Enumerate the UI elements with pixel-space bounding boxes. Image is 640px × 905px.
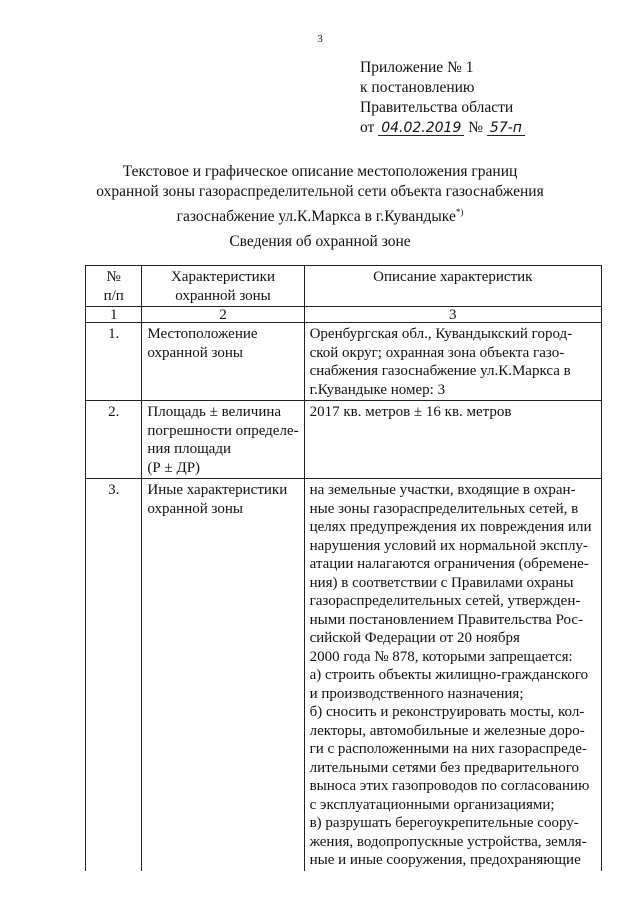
text-line: погрешности определе- [147,422,299,439]
row-characteristic [142,323,304,401]
text-line: ния площади [147,441,231,457]
text-line: ные и иные сооружения, предохраняющие [309,852,581,868]
text-line: б) сносить и реконструировать мосты, кол- [309,704,585,720]
text-line: ния) в соответствии с Правилами охраны [309,574,574,591]
column-number: 1 [86,307,142,323]
text-line: а) строить объекты жилищно-гражданского [309,667,589,683]
row-number: 2. [86,401,142,479]
table-row [86,323,602,401]
table-header-row [86,266,602,307]
title-line-3-text: газоснабжение ул.К.Маркса в г.Кувандыке [176,208,456,226]
text-line: ги с расположенными на них газораспреде- [309,741,587,757]
row-description [304,401,601,479]
row-characteristic [142,401,304,479]
text-line: с эксплуатационными организациями; [309,796,555,813]
appendix-line-2: к постановлению [360,79,475,96]
table-row [86,401,602,479]
appendix-date-line [360,118,525,138]
header-characteristic [142,266,304,307]
text-line: охранной зоны [147,500,243,517]
text-line: снабжения газоснабжение ул.К.Маркса в [309,363,571,379]
text-line: атации налагаются ограничения (обремене- [309,556,589,572]
text-line: ные зоны газораспределительных сетей, в [309,500,579,517]
row-description [304,323,601,401]
text-line: Оренбургская обл., Кувандыкский город- [309,326,573,342]
table-row [86,479,602,871]
text-line: Местоположение [147,326,258,342]
column-number-row [86,307,602,323]
column-number: 2 [142,307,304,323]
text-line: в) разрушать берегоукрепительные соору- [309,815,579,831]
text-line: сийской Федерации от 20 ноября [309,630,520,646]
text-line: Иные характеристики [147,482,288,498]
text-line: (Р ± ДР) [147,459,201,476]
appendix-line-3: Правительства области [360,99,514,116]
title-line-1: Текстовое и графическое описание местоположения границ [122,163,518,180]
text-line: лекторы, автомобильные и железные доро- [309,722,585,739]
number-prefix: № [468,119,484,136]
text-line: Площадь ± величина [147,404,282,420]
row-description [304,479,601,871]
handwritten-date: 04.02.2019 [378,121,464,136]
appendix-block [360,58,525,138]
header-description: Описание характеристик [304,266,601,307]
header-number-line-1: № [106,269,121,285]
header-number [86,266,142,307]
text-line: ской округ; охранная зона объекта газо- [309,344,565,361]
text-line: выноса этих газопроводов по согласованию [309,778,590,794]
from-prefix: от [360,119,375,136]
text-line: нарушения условий их нормальной эксплу- [309,537,588,554]
text-line: жения, водопропускные устройства, земля- [309,833,587,850]
text-line: охранной зоны [147,344,243,361]
title-line-2: охранной зоны газораспределительной сети объекта газоснабжения [96,183,544,200]
text-line: 2017 кв. метров ± 16 кв. метров [309,404,512,420]
footnote-mark: *) [455,207,464,217]
text-line: газораспределительных сетей, утвержден- [309,593,581,609]
header-characteristic-line-2: охранной зоны [175,287,271,304]
document-title [60,162,580,227]
row-number: 3. [86,479,142,871]
text-line: ными постановлением Правительства Рос- [309,611,584,628]
text-line: 2000 года № 878, которыми запрещается: [309,648,573,665]
row-number: 1. [86,323,142,401]
section-subtitle: Сведения об охранной зоне [229,233,411,250]
appendix-line-1: Приложение № 1 [360,59,474,76]
text-line: г.Кувандыке номер: 3 [309,381,446,398]
header-number-line-2: п/п [103,287,124,304]
text-line: целях предупреждения их повреждения или [309,519,592,535]
row-characteristic [142,479,304,871]
column-number: 3 [304,307,601,323]
zone-info-table [85,265,602,871]
page-number: 3 [317,33,323,45]
handwritten-number: 57-п [487,121,525,136]
title-line-3 [60,202,580,227]
text-line: и производственного назначения; [309,685,524,702]
text-line: лительными сетями без предварительного [309,759,580,776]
text-line: на земельные участки, входящие в охран- [309,482,576,498]
header-characteristic-line-1: Характеристики [170,269,276,285]
